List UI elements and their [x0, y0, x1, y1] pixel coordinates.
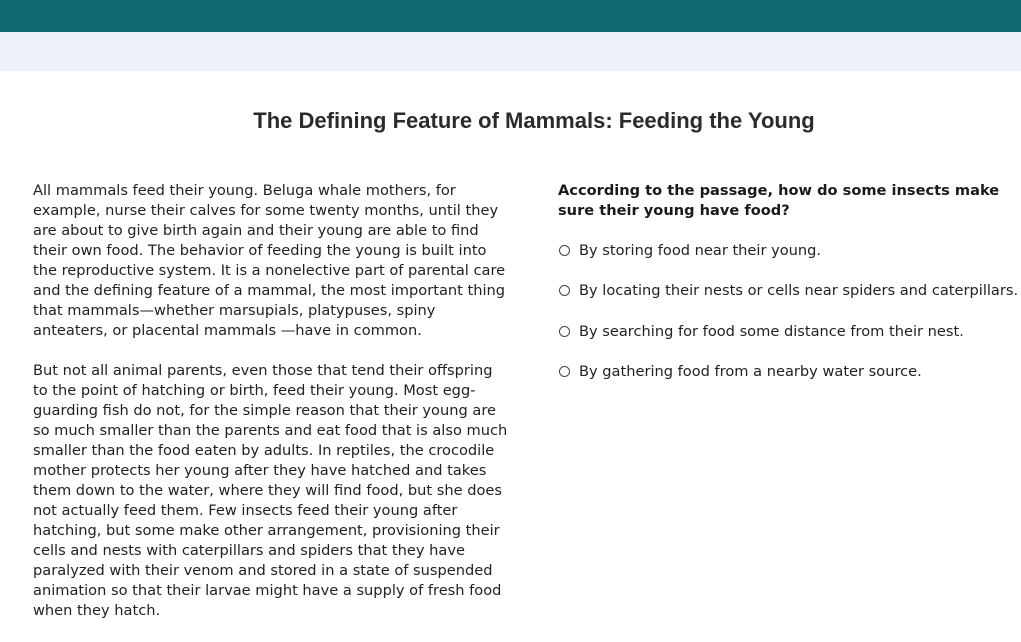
passage-paragraph-2: But not all animal parents, even those that tend their offspring to the point of hatching or birth, feed their young. Most egg-guarding fish do not, for the simple reason that their young are so much smaller than the parents and eat food that is also much smaller than the food eaten by adults. In reptiles, the crocodile mother protects her young after they have hatched and takes them down to the water, where they will find food, but she does not actually feed them. Few insects feed their young after hatching, but some make other arrangement, provisioning their cells and nests with caterpillars and spiders that they have paralyzed with their venom and stored in a state of suspended animation so that their larvae might have a supply of fresh food when they hatch. — [33, 362, 508, 619]
answer-option-label: By gathering food from a nearby water source. — [579, 363, 922, 380]
reading-passage — [33, 181, 508, 641]
answer-option-1[interactable] — [558, 240, 1018, 260]
answer-option-2[interactable] — [558, 281, 1018, 301]
radio-button-icon[interactable] — [559, 285, 570, 296]
question-prompt: According to the passage, how do some insects make sure their young have food? — [558, 182, 1000, 219]
answer-option-label: By locating their nests or cells near spiders and caterpillars. — [579, 282, 1019, 299]
toolbar-strip — [0, 32, 1021, 71]
answer-option-label: By storing food near their young. — [579, 241, 822, 259]
answer-option-3[interactable] — [558, 321, 1018, 341]
radio-button-icon[interactable] — [559, 366, 570, 377]
answer-option-label: By searching for food some distance from their nest. — [579, 322, 964, 340]
question-panel — [558, 181, 1018, 402]
top-header-bar — [0, 0, 1021, 32]
radio-button-icon[interactable] — [559, 245, 570, 256]
passage-paragraph-1: All mammals feed their young. Beluga whale mothers, for example, nurse their calves for some twenty months, until they are about to give birth again and their young are able to find their own food. The behavior of feeding the young is built into the reproductive system. It is a nonelective part of parental care and the defining feature of a mammal, the most important thing that mammals—whether marsupials, platypuses, spiny anteaters, or placental mammals —have in common. — [33, 182, 506, 339]
answer-option-4[interactable] — [558, 362, 1018, 382]
page-title: The Defining Feature of Mammals: Feeding the Young — [253, 108, 815, 133]
radio-button-icon[interactable] — [559, 326, 570, 337]
